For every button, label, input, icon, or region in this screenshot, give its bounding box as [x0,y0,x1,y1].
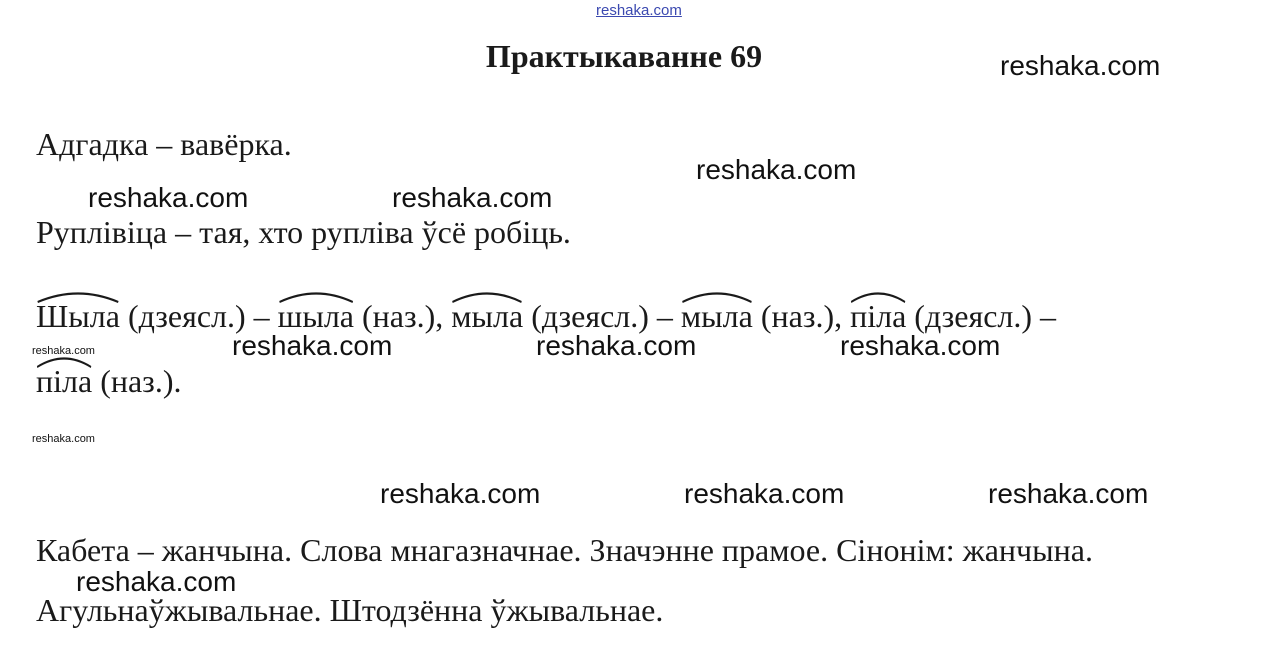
homonym-note: (дзеясл.) – [906,298,1057,334]
answer-line-kabeta: Кабета – жанчына. Слова мнагазначнае. Значэнне прамое. Сінонім: жанчына. [36,532,1093,568]
watermark: reshaka.com [988,478,1149,509]
watermark-top-link[interactable]: reshaka.com [596,2,682,19]
homonym-note: (наз.), [752,298,851,334]
page-title: Практыкаванне 69 [485,38,763,74]
homonym-text: мыла [680,298,753,334]
watermark-small: reshaka.com [32,433,95,445]
stress-arc-icon [451,291,523,303]
homonym-text: шыла [277,298,354,334]
watermark: reshaka.com [392,182,553,213]
watermark: reshaka.com [1000,50,1161,81]
homonym-text: Шыла [36,298,120,334]
watermark: reshaka.com [380,478,541,509]
homonym-text: піла [850,298,907,334]
answer-line-definition: Руплівіца – тая, хто рупліва ўсё робіць. [36,214,571,250]
watermark: reshaka.com [536,330,697,361]
homonym-note: (наз.), [353,298,452,334]
homonym-text: піла [36,363,93,399]
homonym-note: (дзеясл.) – [523,298,681,334]
homonym-text: мыла [451,298,524,334]
watermark: reshaka.com [840,330,1001,361]
answer-line-riddle: Адгадка – вавёрка. [36,126,292,162]
stress-arc-icon [36,291,120,303]
stress-arc-icon [850,291,906,303]
homonyms-line-2 [36,362,181,400]
watermark: reshaka.com [88,182,249,213]
homonym-word-myla-verb [451,297,523,335]
watermark: reshaka.com [76,566,237,597]
homonym-note: (дзеясл.) – [119,298,278,334]
watermark: reshaka.com [696,154,857,185]
stress-arc-icon [36,356,92,368]
stress-arc-icon [681,291,753,303]
watermark-small: reshaka.com [32,345,95,357]
homonym-word-pila-noun [36,362,92,400]
homonym-word-shyla-verb [36,297,120,335]
answer-line-usage: Агульнаўжывальнае. Штодзённа ўжывальнае. [36,592,664,628]
watermark: reshaka.com [684,478,845,509]
homonym-note: (наз.). [92,363,182,399]
stress-arc-icon [278,291,354,303]
watermark: reshaka.com [232,330,393,361]
